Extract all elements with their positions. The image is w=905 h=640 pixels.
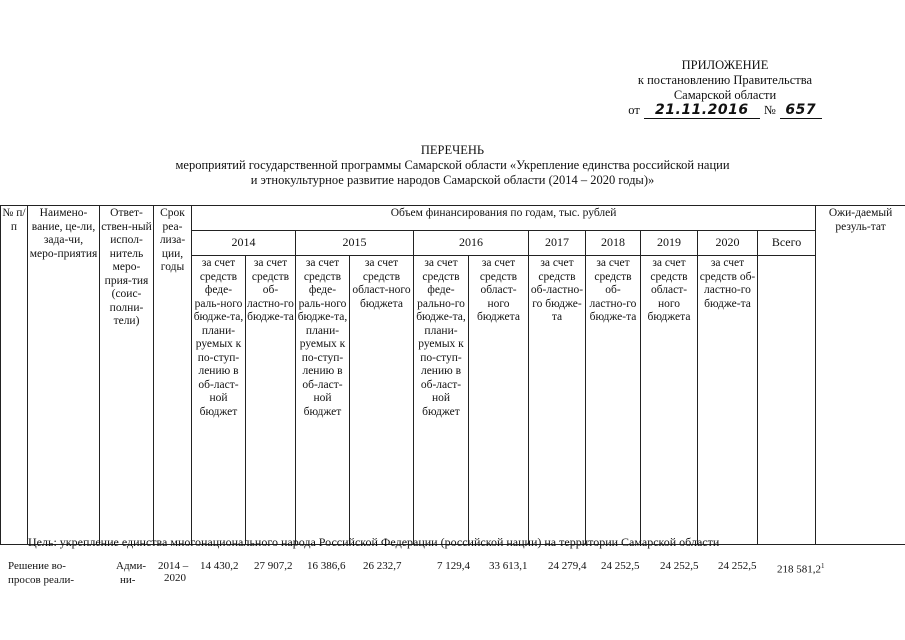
title-line-1: мероприятий государственной программы Самарской области «Укрепление единства российской нации [175, 158, 730, 172]
from-label: от [628, 103, 640, 117]
header-funding: Объем финансирования по годам, тыс. рублей [192, 206, 816, 231]
row-value-2020: 24 252,5 [718, 560, 757, 572]
source-federal-2014: за счет средств феде-раль-ного бюдже-та, плани-руемых к по-ступ-лению в об-ласт-ной бюджет [192, 256, 246, 545]
header-executor: Ответ-ствен-ный испол-нитель меро-прия-тия (соис-полни-тели) [100, 206, 154, 545]
year-2019: 2019 [641, 231, 698, 256]
appendix-region: Самарской области [673, 88, 777, 102]
number-label: № [763, 103, 776, 117]
source-regional-2015: за счет средств област-ного бюджета [350, 256, 414, 545]
row-term-line-2: 2020 [164, 572, 186, 584]
row-value-2014-regional: 27 907,2 [254, 560, 293, 572]
year-2017: 2017 [529, 231, 586, 256]
source-regional-2016: за счет средств област-ного бюджета [469, 256, 529, 545]
row-total-footnote: 1 [821, 562, 825, 570]
row-name-line-2: просов реали- [8, 574, 75, 586]
source-regional-2014: за счет средств об-ластно-го бюдже-та [246, 256, 296, 545]
row-value-2014-federal: 14 430,2 [200, 560, 239, 572]
year-total: Всего [758, 231, 816, 256]
header-name: Наимено-вание, це-ли, зада-чи, меро-приятия [28, 206, 100, 545]
row-value-2017: 24 279,4 [548, 560, 587, 572]
header-term: Срок реа-лиза-ции, годы [154, 206, 192, 545]
document-title [0, 143, 905, 188]
source-total-empty [758, 256, 816, 545]
source-federal-2015: за счет средств феде-раль-ного бюдже-та, плани-руемых к по-ступ-лению в об-ласт-ной бюджет [296, 256, 350, 545]
source-regional-2018: за счет средств об-ластно-го бюдже-та [586, 256, 641, 545]
row-total-amount: 218 581,2 [777, 563, 821, 576]
appendix-date-row [590, 103, 860, 119]
source-regional-2020: за счет средств об-ластно-го бюдже-та [698, 256, 758, 545]
title-line-2: и этнокультурное развитие народов Самарской области (2014 – 2020 годы)» [250, 173, 655, 187]
programme-table [0, 205, 905, 545]
appendix-resolution: к постановлению Правительства [637, 73, 813, 87]
title-heading: ПЕРЕЧЕНЬ [420, 143, 485, 157]
row-executor-line-1: Адми- [116, 560, 147, 572]
appendix-label: ПРИЛОЖЕНИЕ [681, 58, 769, 72]
row-term-line-1: 2014 – [158, 560, 189, 572]
row-value-2016-regional: 33 613,1 [489, 560, 528, 572]
source-regional-2019: за счет средств област-ного бюджета [641, 256, 698, 545]
year-2018: 2018 [586, 231, 641, 256]
year-2016: 2016 [414, 231, 529, 256]
row-value-2015-regional: 26 232,7 [363, 560, 402, 572]
row-value-2018: 24 252,5 [601, 560, 640, 572]
row-value-2019: 24 252,5 [660, 560, 699, 572]
handwritten-date: 21.11.2016 [644, 103, 760, 119]
year-2015: 2015 [296, 231, 414, 256]
appendix-block [590, 58, 860, 119]
year-2020: 2020 [698, 231, 758, 256]
year-2014: 2014 [192, 231, 296, 256]
row-value-total [777, 560, 825, 577]
handwritten-number: 657 [780, 103, 822, 119]
row-value-2015-federal: 16 386,6 [307, 560, 346, 572]
header-result: Ожи-даемый резуль-тат [816, 206, 905, 545]
source-regional-2017: за счет средств об-ластно-го бюдже-та [529, 256, 586, 545]
row-name-line-1: Решение во- [8, 560, 66, 572]
header-number: № п/п [1, 206, 28, 545]
row-executor-line-2: ни- [120, 574, 136, 586]
goal-statement: Цель: укрепление единства многонационального народа Российской Федерации (российской нации) на территории Самарской области [28, 535, 720, 549]
source-federal-2016: за счет средств феде-рально-го бюдже-та, плани-руемых к по-ступ-лению в об-ласт-ной бюджет [414, 256, 469, 545]
row-value-2016-federal: 7 129,4 [437, 560, 470, 572]
